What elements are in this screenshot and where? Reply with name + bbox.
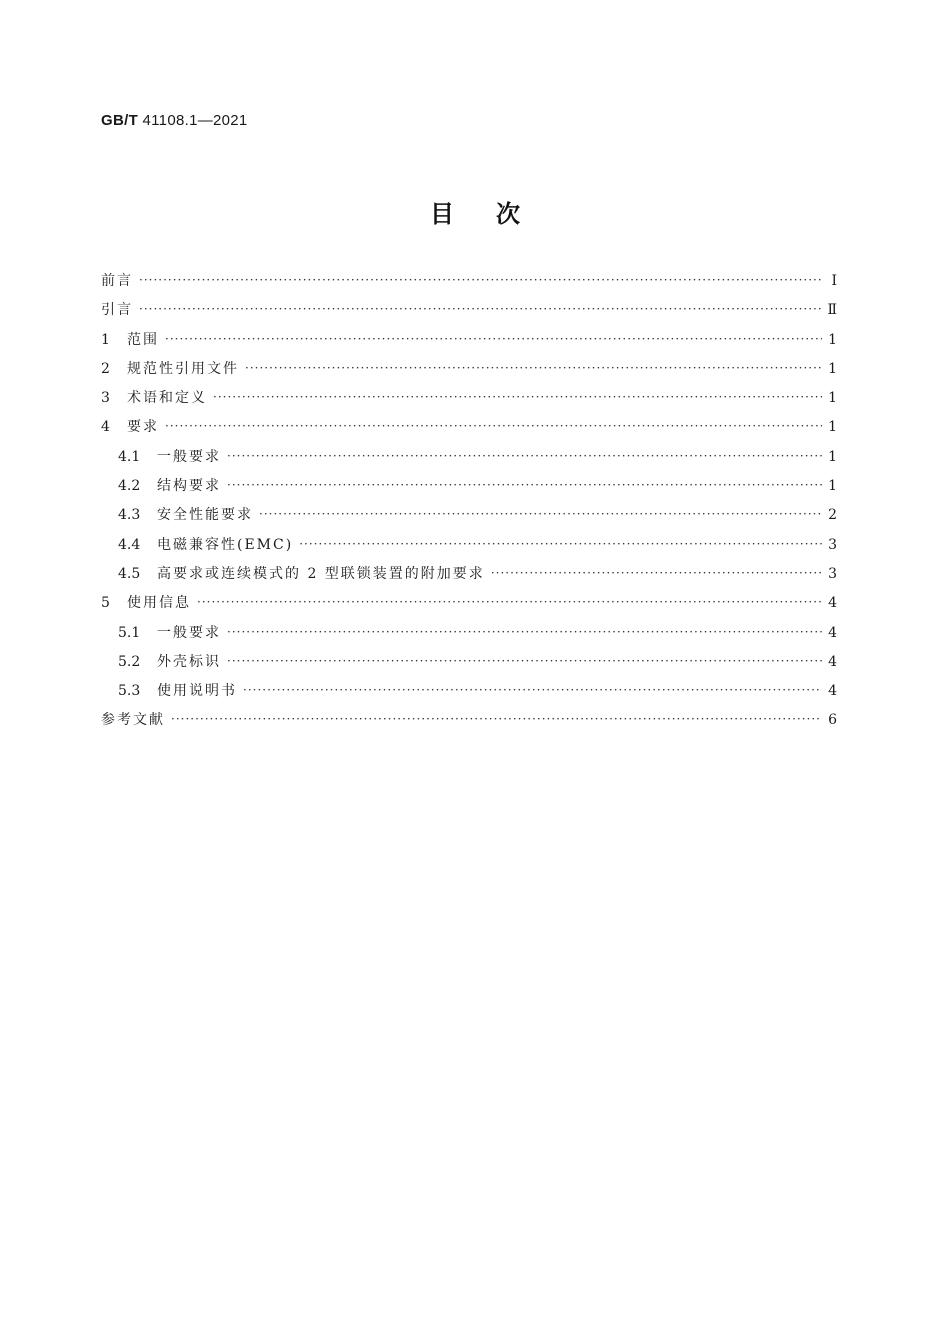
toc-entry-number: 5.3: [118, 683, 141, 700]
toc-entry-page: 3: [828, 536, 837, 553]
toc-leader-dots: [171, 712, 822, 726]
toc-entry-page: Ⅰ: [831, 273, 837, 289]
toc-entry-emc[interactable]: [101, 534, 837, 563]
toc-entry-scope[interactable]: [101, 329, 837, 358]
toc-entry-number: 4.1: [118, 448, 141, 465]
toc-entry-number: 1: [101, 331, 110, 348]
toc-entry-number: 3: [101, 390, 110, 407]
toc-entry-safety-performance[interactable]: [101, 504, 837, 533]
toc-entry-label: 范围: [127, 331, 159, 348]
toc-entry-page: 1: [828, 390, 837, 407]
toc-entry-label: 使用说明书: [157, 683, 237, 700]
toc-entry-page: 4: [828, 683, 837, 700]
toc-entry-label: 使用信息: [127, 595, 191, 612]
toc-entry-page: 1: [828, 419, 837, 436]
toc-entry-label: 结构要求: [157, 478, 221, 495]
toc-leader-dots: [227, 625, 822, 639]
toc-entry-number: 4.4: [118, 536, 141, 553]
toc-leader-dots: [197, 595, 822, 609]
toc-leader-dots: [259, 507, 822, 521]
toc-entry-foreword[interactable]: [101, 270, 837, 299]
toc-entry-terms-definitions[interactable]: [101, 387, 837, 416]
toc-entry-label: 引言: [101, 302, 133, 319]
toc-entry-page: 1: [828, 331, 837, 348]
toc-entry-general-requirements-5[interactable]: [101, 622, 837, 651]
toc-entry-label: 电磁兼容性(EMC): [157, 536, 294, 553]
toc-leader-dots: [227, 449, 822, 463]
toc-entry-number: 4.3: [118, 507, 141, 524]
toc-entry-number: 4.2: [118, 478, 141, 495]
toc-entry-number: 5.1: [118, 624, 141, 641]
toc-entry-label: 参考文献: [101, 712, 165, 729]
toc-entry-page: 1: [828, 448, 837, 465]
toc-entry-label: 要求: [127, 419, 159, 436]
toc-leader-dots: [165, 419, 822, 433]
toc-entry-label: 术语和定义: [127, 390, 207, 407]
toc-leader-dots: [243, 683, 822, 697]
toc-entry-page: 1: [828, 478, 837, 495]
toc-leader-dots: [165, 332, 822, 346]
toc-entry-normative-references[interactable]: [101, 358, 837, 387]
toc-entry-page: 4: [828, 653, 837, 670]
toc-leader-dots: [213, 390, 822, 404]
toc-entry-number: 5: [101, 595, 110, 612]
toc-entry-structural-requirements[interactable]: [101, 475, 837, 504]
toc-entry-bibliography[interactable]: [101, 709, 837, 738]
toc-entry-number: 5.2: [118, 653, 141, 670]
toc-entry-page: Ⅱ: [827, 302, 837, 319]
toc-entry-label: 前言: [101, 273, 133, 289]
standard-number: 41108.1—2021: [142, 112, 248, 129]
toc-entry-introduction[interactable]: [101, 299, 837, 328]
toc-entry-page: 6: [828, 712, 837, 729]
toc-title: 目次: [430, 200, 562, 228]
toc-entry-label: 规范性引用文件: [127, 360, 239, 377]
table-of-contents: [101, 270, 837, 739]
toc-entry-label: 一般要求: [157, 624, 221, 641]
toc-entry-information-for-use[interactable]: [101, 592, 837, 621]
toc-leader-dots: [227, 478, 822, 492]
toc-leader-dots: [227, 654, 822, 668]
standard-code: [101, 112, 248, 129]
toc-entry-label: 安全性能要求: [157, 507, 253, 524]
toc-entry-additional-requirements[interactable]: [101, 563, 837, 592]
toc-entry-page: 1: [828, 360, 837, 377]
toc-entry-number: 4: [101, 419, 110, 436]
standard-prefix: GB/T: [101, 112, 139, 129]
toc-entry-page: 4: [828, 595, 837, 612]
toc-leader-dots: [491, 566, 822, 580]
toc-entry-general-requirements[interactable]: [101, 446, 837, 475]
toc-entry-requirements[interactable]: [101, 416, 837, 445]
toc-entry-page: 2: [828, 507, 837, 524]
toc-entry-page: 3: [828, 565, 837, 582]
toc-entry-number: 2: [101, 360, 110, 377]
toc-entry-instructions[interactable]: [101, 680, 837, 709]
toc-leader-dots: [139, 302, 821, 316]
toc-entry-label: 高要求或连续模式的 2 型联锁装置的附加要求: [157, 565, 485, 582]
toc-leader-dots: [245, 361, 822, 375]
toc-leader-dots: [299, 537, 822, 551]
toc-entry-label: 一般要求: [157, 448, 221, 465]
toc-entry-enclosure-marking[interactable]: [101, 651, 837, 680]
toc-entry-page: 4: [828, 624, 837, 641]
toc-leader-dots: [139, 273, 823, 287]
toc-entry-number: 4.5: [118, 565, 141, 582]
toc-entry-label: 外壳标识: [157, 653, 221, 670]
